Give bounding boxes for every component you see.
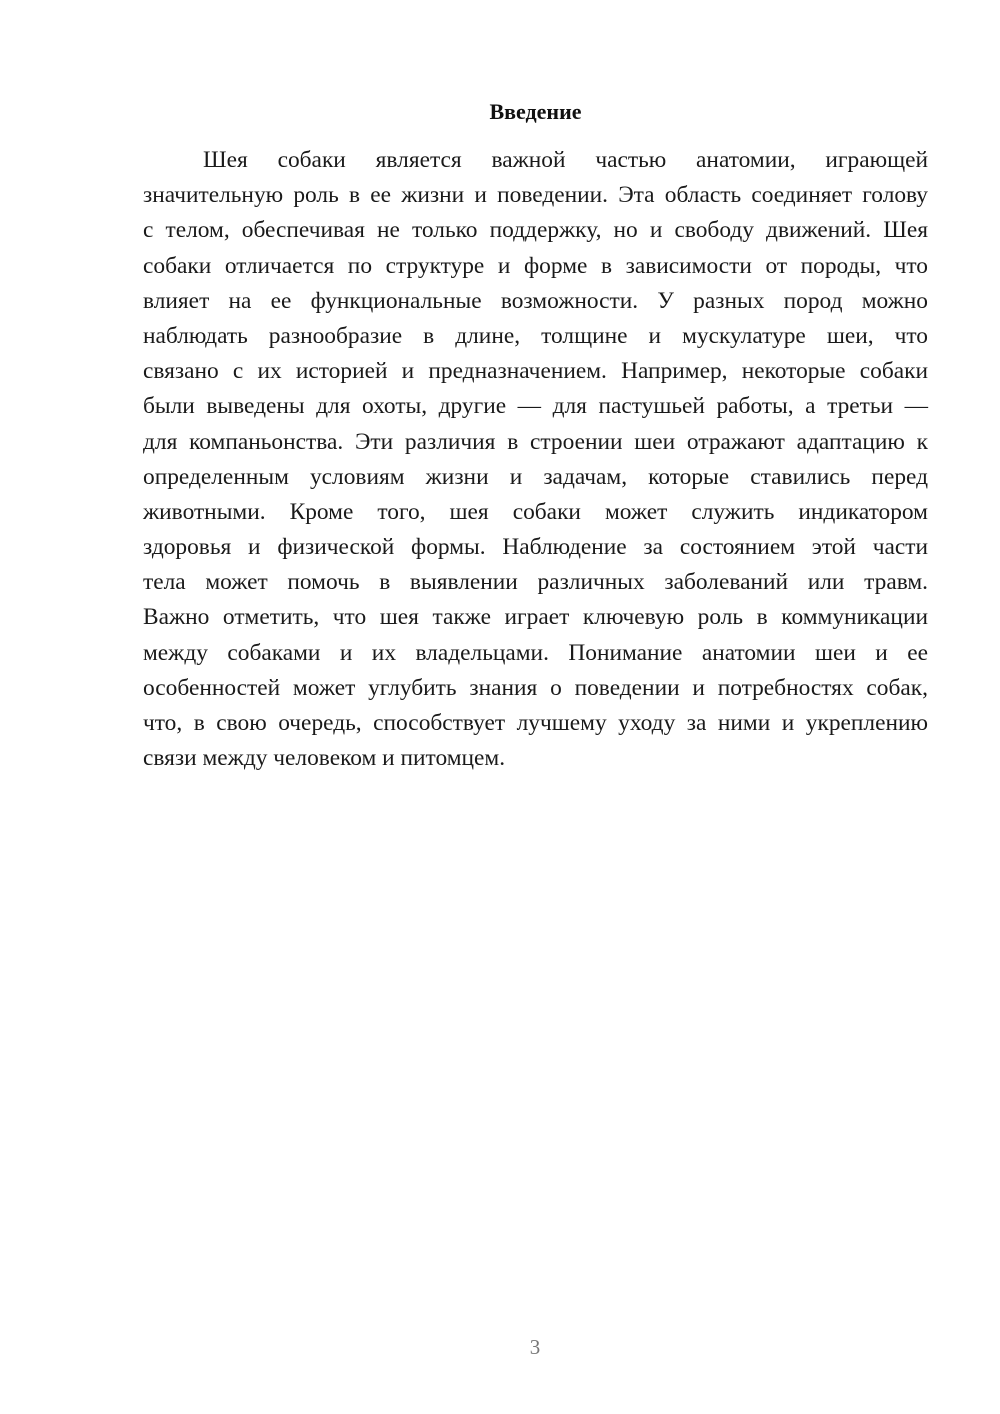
paragraph-line: связано с их историей и предназначением. Например, некоторые собаки [143,358,928,385]
paragraph-line: здоровья и физической формы. Наблюдение за состоянием этой части [143,534,928,561]
paragraph-line: были выведены для охоты, другие — для пастушьей работы, а третьи — [143,393,928,420]
paragraph-line: животными. Кроме того, шея собаки может служить индикатором [143,498,928,525]
paragraph-line: особенностей может углубить знания о поведении и потребностях собак, [143,674,928,701]
paragraph-line: связи между человеком и питомцем. [143,745,506,772]
paragraph-line: Важно отметить, что шея также играет ключевую роль в коммуникации [143,604,928,631]
paragraph-line: наблюдать разнообразие в длине, толщине и мускулатуре шеи, что [143,322,928,349]
paragraph-line: для компаньонства. Эти различия в строении шеи отражают адаптацию к [143,428,928,455]
page-number: 3 [529,1335,541,1359]
paragraph-line: что, в свою очередь, способствует лучшему уходу за ними и укреплению [143,710,928,736]
paragraph-line: между собаками и их владельцами. Понимание анатомии шеи и ее [143,639,928,666]
intro-paragraph [143,143,928,776]
paragraph-line: Шея собаки является важной частью анатомии, играющей [203,147,928,173]
paragraph-line: влияет на ее функциональные возможности. У разных пород можно [143,287,928,314]
paragraph-line: собаки отличается по структуре и форме в зависимости от породы, что [143,252,928,279]
paragraph-line: определенным условиям жизни и задачам, которые ставились перед [143,463,928,490]
paragraph-line: с телом, обеспечивая не только поддержку, но и свободу движений. Шея [143,217,928,244]
section-heading: Введение [489,99,582,124]
paragraph-line: тела может помочь в выявлении различных заболеваний или травм. [143,569,928,596]
paragraph-line: значительную роль в ее жизни и поведении. Эта область соединяет голову [143,182,928,209]
